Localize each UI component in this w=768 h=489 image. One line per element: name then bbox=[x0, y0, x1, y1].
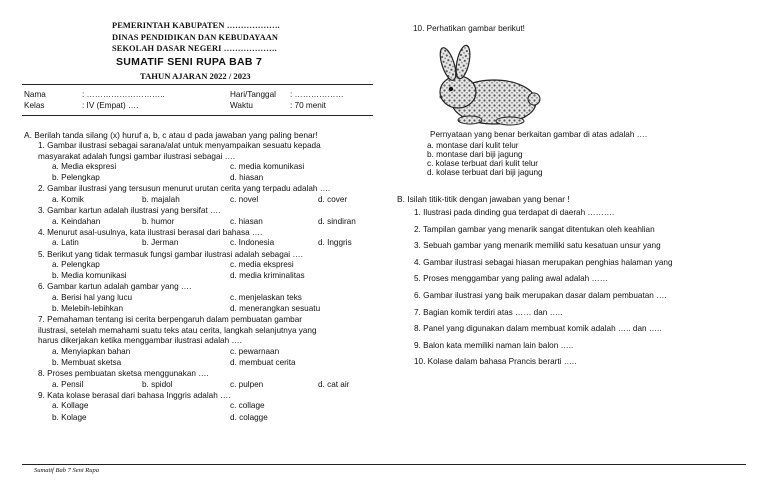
question-4-option[interactable]: b. Jerman bbox=[142, 238, 179, 248]
question-2-option[interactable]: d. cover bbox=[318, 194, 348, 204]
section-b-item-1: 1. Ilustrasi pada dinding gua terdapat di daerah ………. bbox=[414, 208, 615, 217]
question-6-option[interactable]: b. Melebih-lebihkan bbox=[52, 304, 124, 314]
q10-option-b: b. montase dari biji jagung bbox=[427, 150, 523, 159]
question-7-text: 7. Pemahaman tentang isi cerita berpengaruh dalam pembuatan gambar bbox=[38, 315, 302, 325]
section-b-item-8: 8. Panel yang digunakan dalam membuat komik adalah ….. dan ….. bbox=[414, 324, 662, 334]
question-8-option[interactable]: a. Pensil bbox=[52, 379, 84, 389]
question-7-option[interactable]: d. membuat cerita bbox=[230, 358, 296, 367]
question-2-option[interactable]: b. majalah bbox=[142, 194, 180, 204]
header-line-1: PEMERINTAH KABUPATEN ………………. bbox=[112, 21, 280, 30]
q10-option-a: a. montase dari kulit telur bbox=[427, 141, 519, 150]
question-7-option[interactable]: a. Menyiapkan bahan bbox=[52, 346, 131, 356]
question-5-option[interactable]: a. Pelengkap bbox=[52, 260, 100, 269]
question-5-option[interactable]: d. media kriminalitas bbox=[230, 271, 305, 281]
question-1-option[interactable]: a. Media ekspresi bbox=[52, 162, 117, 171]
q10-prompt: 10. Perhatikan gambar berikut! bbox=[413, 24, 525, 33]
question-5-text: 5. Berikut yang tidak termasuk fungsi gambar ilustrasi adalah sebagai …. bbox=[38, 249, 303, 259]
nama-value: : ……………………….. bbox=[82, 90, 165, 99]
footer-text: Sumatif Bab 7 Seni Rupa bbox=[34, 467, 99, 474]
nama-label: Nama bbox=[24, 90, 46, 99]
question-8-option[interactable]: d. cat air bbox=[318, 379, 350, 389]
question-2-option[interactable]: c. novel bbox=[230, 194, 259, 204]
question-9-option[interactable]: b. Kolage bbox=[52, 412, 87, 422]
section-b-item-6: 6. Gambar ilustrasi yang baik merupakan dasar dalam pembuatan …. bbox=[414, 291, 667, 300]
section-b-item-2: 2. Tampilan gambar yang menarik sangat ditentukan oleh keahlian bbox=[414, 224, 655, 234]
section-b-item-9: 9. Balon kata memiliki naman lain balon ….. bbox=[414, 340, 574, 350]
section-b-item-5: 5. Proses menggambar yang paling awal adalah …… bbox=[414, 274, 608, 284]
question-5-option[interactable]: c. media ekspresi bbox=[230, 260, 294, 269]
question-3-option[interactable]: d. sindiran bbox=[318, 216, 356, 226]
question-9-option[interactable]: c. collage bbox=[230, 401, 265, 411]
header-rule-bottom bbox=[22, 115, 373, 116]
hari-label: Hari/Tanggal bbox=[230, 90, 276, 99]
question-1-text: masyarakat adalah fungsi gambar ilustrasi sebagai …. bbox=[38, 151, 236, 161]
school-year: TAHUN AJARAN 2022 / 2023 bbox=[140, 71, 251, 81]
question-7-text: harus dikerjakan ketika menggambar ilustrasi adalah …. bbox=[38, 336, 242, 346]
question-4-option[interactable]: d. Inggris bbox=[318, 238, 352, 248]
header-line-2: DINAS PENDIDIKAN DAN KEBUDAYAAN bbox=[112, 33, 279, 42]
section-b-item-4: 4. Gambar ilustrasi sebagai hiasan merupakan penghias halaman yang bbox=[414, 257, 673, 267]
question-3-option[interactable]: b. humor bbox=[142, 216, 175, 226]
question-5-option[interactable]: b. Media komunikasi bbox=[52, 271, 127, 281]
waktu-label: Waktu bbox=[230, 101, 253, 110]
question-7-option[interactable]: c. pewarnaan bbox=[230, 346, 280, 356]
question-1-option[interactable]: c. media komunikasi bbox=[230, 162, 305, 171]
question-4-option[interactable]: a. Latin bbox=[52, 238, 79, 248]
section-a-heading: A. Berilah tanda silang (x) huruf a, b, c atau d pada jawaban yang paling benar! bbox=[24, 130, 318, 140]
question-9-option[interactable]: a. Kollage bbox=[52, 401, 89, 411]
question-1-text: 1. Gambar ilustrasi sebagai sarana/alat untuk menyampaikan sesuatu kepada bbox=[38, 141, 321, 150]
section-b-item-3: 3. Sebuah gambar yang menarik memiliki satu kesatuan unsur yang bbox=[414, 241, 661, 251]
hari-value: : ……………… bbox=[290, 90, 344, 99]
question-1-option[interactable]: b. Pelengkap bbox=[52, 173, 100, 183]
question-2-option[interactable]: a. Komik bbox=[52, 194, 84, 204]
question-6-option[interactable]: a. Berisi hal yang lucu bbox=[52, 292, 133, 302]
waktu-value: : 70 menit bbox=[290, 101, 326, 110]
header-line-3: SEKOLAH DASAR NEGERI ………………. bbox=[112, 44, 277, 53]
q10-statement: Pernyataan yang benar berkaitan gambar di atas adalah …. bbox=[430, 130, 648, 139]
question-4-text: 4. Menurut asal-usulnya, kata ilustrasi berasal dari bahasa …. bbox=[38, 227, 263, 237]
question-3-option[interactable]: c. hiasan bbox=[230, 216, 263, 226]
header-rule-top bbox=[22, 84, 373, 85]
question-2-text: 2. Gambar ilustrasi yang tersusun menurut urutan cerita yang terpadu adalah …. bbox=[38, 184, 331, 194]
q10-option-d: d. kolase terbuat dari biji jagung bbox=[427, 168, 543, 177]
question-9-option[interactable]: d. colagge bbox=[230, 412, 268, 422]
footer-rule bbox=[22, 464, 746, 465]
page-title: SUMATIF SENI RUPA BAB 7 bbox=[116, 56, 263, 68]
question-8-option[interactable]: b. spidol bbox=[142, 379, 173, 389]
question-8-option[interactable]: c. pulpen bbox=[230, 379, 264, 389]
question-8-text: 8. Proses pembuatan sketsa menggunakan …. bbox=[38, 369, 209, 379]
question-7-option[interactable]: b. Membuat sketsa bbox=[52, 358, 122, 367]
q10-option-c: c. kolase terbuat dari kulit telur bbox=[427, 159, 539, 168]
section-b-item-7: 7. Bagian komik terdiri atas …… dan ….. bbox=[414, 307, 563, 317]
question-4-option[interactable]: c. Indonesia bbox=[230, 238, 275, 248]
kelas-label: Kelas bbox=[24, 101, 45, 110]
section-b-item-10: 10. Kolase dalam bahasa Prancis berarti ….. bbox=[414, 357, 577, 367]
question-3-text: 3. Gambar kartun adalah ilustrasi yang bersifat …. bbox=[38, 206, 221, 216]
question-9-text: 9. Kata kolase berasal dari bahasa Inggris adalah …. bbox=[38, 390, 231, 400]
question-6-option[interactable]: d. menerangkan sesuatu bbox=[230, 304, 321, 314]
question-3-option[interactable]: a. Keindahan bbox=[52, 216, 101, 226]
section-b-heading: B. Isilah titik-titik dengan jawaban yang benar ! bbox=[397, 194, 570, 204]
question-6-text: 6. Gambar kartun adalah gambar yang …. bbox=[38, 282, 192, 292]
question-7-text: ilustrasi, setelah memahami suatu teks atau cerita, langkah selanjutnya yang bbox=[38, 325, 317, 335]
question-6-option[interactable]: c. menjelaskan teks bbox=[230, 292, 302, 302]
rabbit-collage-image bbox=[428, 44, 548, 129]
question-1-option[interactable]: d. hiasan bbox=[230, 173, 264, 183]
kelas-value: : IV (Empat) …. bbox=[82, 101, 139, 110]
